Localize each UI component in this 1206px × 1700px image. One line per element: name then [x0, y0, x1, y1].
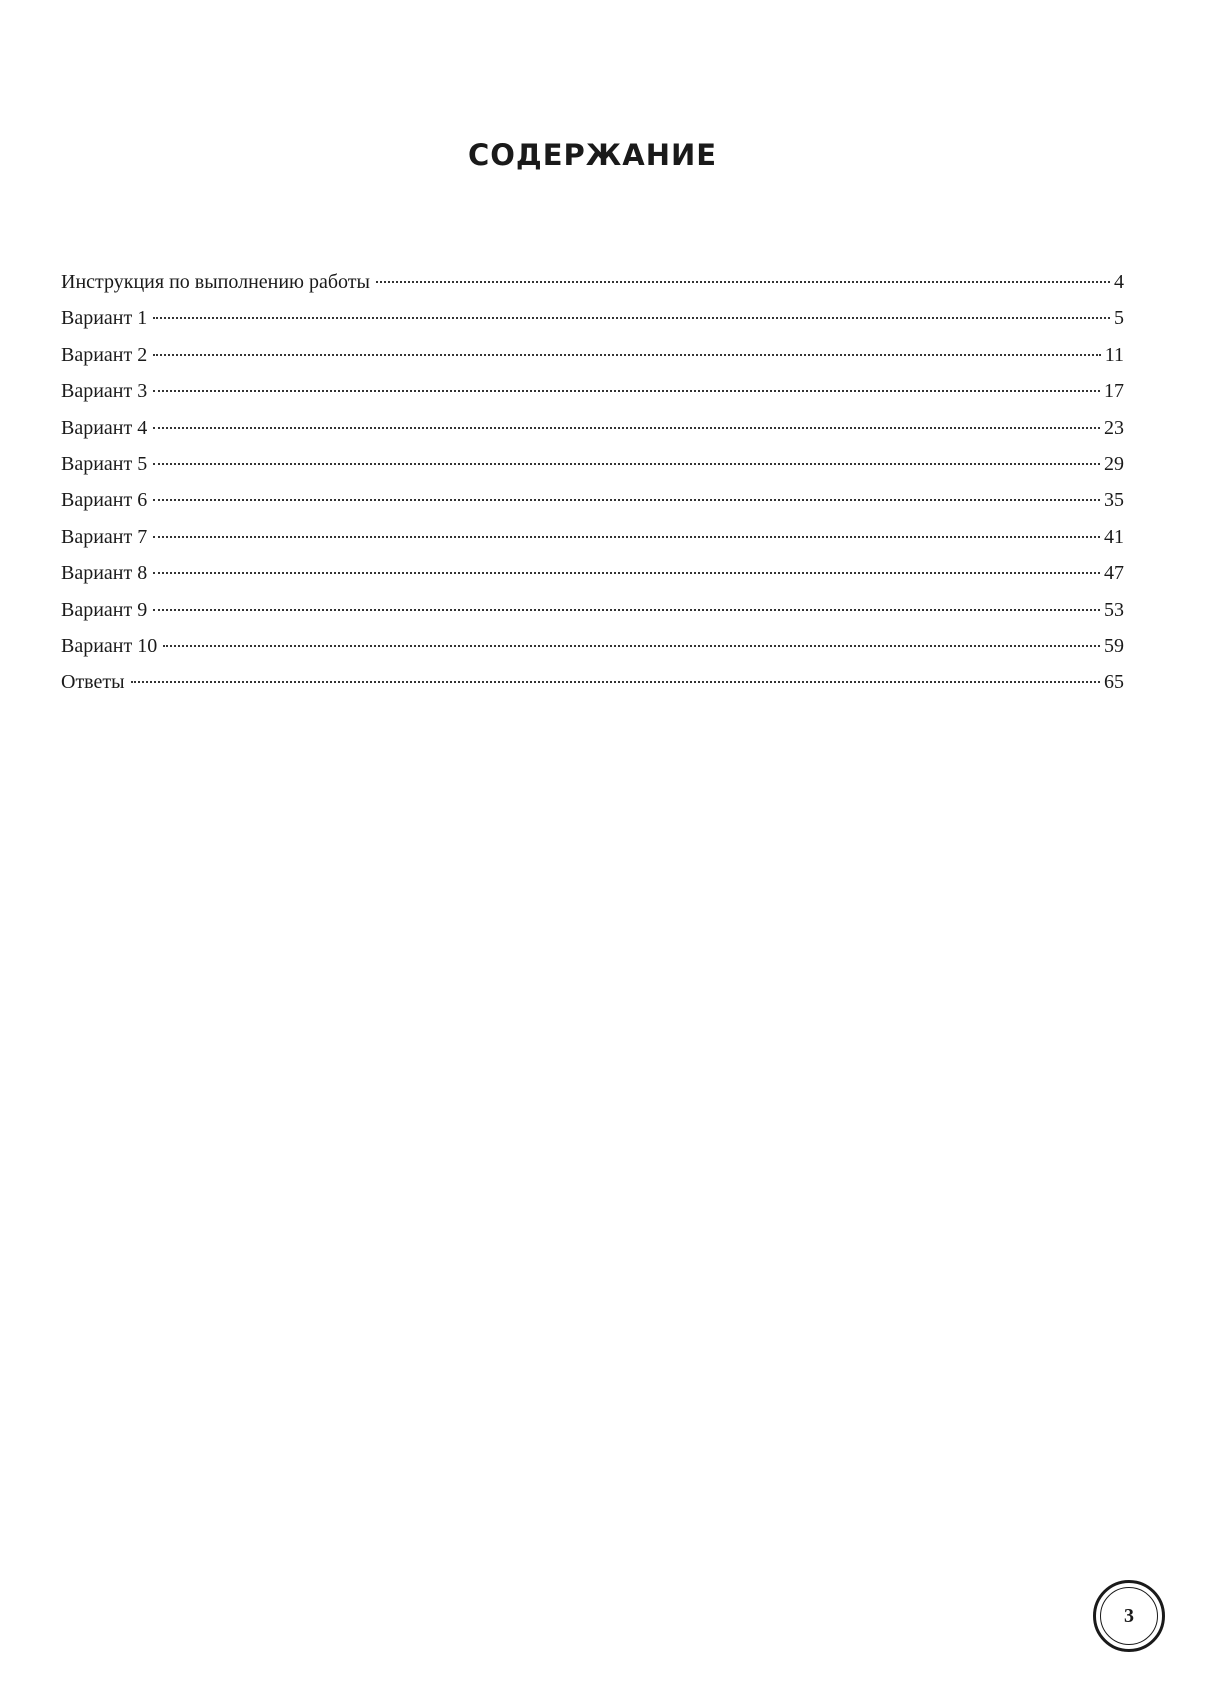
- toc-dot-leader: [153, 427, 1100, 429]
- toc-entry: [61, 380, 1124, 416]
- toc-entry: [61, 417, 1124, 453]
- toc-entry-page: 11: [1104, 343, 1124, 366]
- toc-dot-leader: [131, 681, 1100, 683]
- toc-dot-leader: [376, 281, 1110, 283]
- toc-entry-label: Ответы: [61, 671, 125, 694]
- toc-dot-leader: [153, 536, 1100, 538]
- toc-dot-leader: [153, 463, 1100, 465]
- toc-entry: [61, 489, 1124, 525]
- toc-entry-label: Вариант 6: [61, 489, 148, 512]
- page-title: СОДЕРЖАНИЕ: [467, 138, 718, 172]
- toc-entry-page: 23: [1104, 416, 1124, 439]
- toc-entry-label: Вариант 10: [61, 634, 158, 657]
- toc-entry-label: Вариант 8: [61, 562, 148, 585]
- page-number: 3: [1100, 1587, 1158, 1645]
- toc-dot-leader: [153, 499, 1100, 501]
- toc-entry-page: 59: [1104, 634, 1124, 657]
- toc-entry: [61, 635, 1124, 671]
- toc-dot-leader: [153, 609, 1100, 611]
- toc-entry: [61, 307, 1124, 343]
- toc-entry-page: 17: [1104, 380, 1124, 403]
- toc-entry-page: 29: [1104, 452, 1124, 475]
- toc-entry-page: 65: [1104, 671, 1124, 694]
- toc-entry-label: Вариант 9: [61, 598, 148, 621]
- toc-entry-label: Вариант 1: [61, 307, 148, 330]
- toc-entry: [61, 526, 1124, 562]
- toc-dot-leader: [153, 572, 1100, 574]
- toc-entry-label: Вариант 5: [61, 452, 148, 475]
- toc-entry-page: 4: [1114, 271, 1124, 293]
- toc-entry-page: 35: [1104, 489, 1124, 512]
- toc-dot-leader: [153, 354, 1100, 356]
- toc-entry: [61, 453, 1124, 489]
- toc-entry-page: 5: [1114, 307, 1124, 330]
- toc-dot-leader: [163, 645, 1100, 647]
- toc-entry-page: 53: [1104, 598, 1124, 621]
- toc-dot-leader: [153, 317, 1110, 319]
- toc-entry: [61, 562, 1124, 598]
- toc-entry: [61, 271, 1124, 307]
- toc-entry-label: Инструкция по выполнению работы: [61, 271, 370, 293]
- toc-entry-label: Вариант 7: [61, 525, 148, 548]
- toc-entry: [61, 671, 1124, 707]
- toc-entry-label: Вариант 2: [61, 343, 148, 366]
- toc-entry: [61, 599, 1124, 635]
- toc-dot-leader: [153, 390, 1100, 392]
- toc-entry: [61, 344, 1124, 380]
- toc-entry-page: 47: [1104, 562, 1124, 585]
- table-of-contents: [61, 271, 1124, 708]
- toc-entry-label: Вариант 4: [61, 416, 148, 439]
- page-number-badge: [1093, 1580, 1165, 1652]
- toc-entry-page: 41: [1104, 525, 1124, 548]
- toc-entry-label: Вариант 3: [61, 380, 148, 403]
